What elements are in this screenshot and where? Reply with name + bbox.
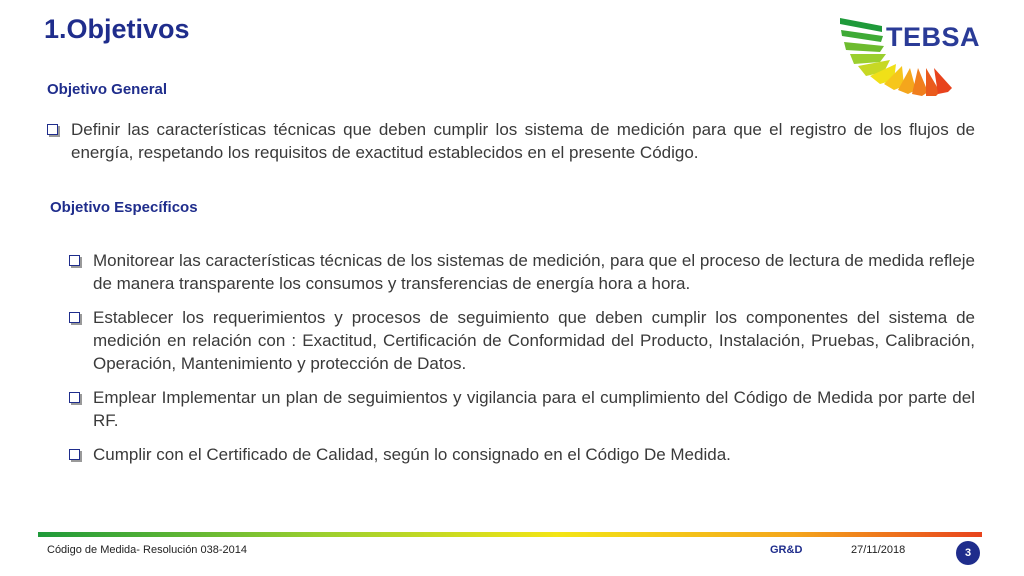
specific-item [69, 443, 975, 466]
specific-item-text: Establecer los requerimientos y procesos de seguimiento que deben cumplir los componentes del sistema de medición en relación con : Exactitud, Certificación de Conformidad del Producto, Instalación, Pruebas, Calibración, Operación, Mantenimiento y protección de Datos. [93, 308, 975, 373]
checkbox-bullet-icon [69, 255, 80, 266]
specific-item-text: Monitorear las características técnicas de los sistemas de medición, para que el proceso de lectura de medida refleje de manera transparente los consumos y transferencias de energía hora a hora. [93, 251, 975, 293]
specific-item [69, 386, 975, 432]
specific-item-text: Emplear Implementar un plan de seguimientos y vigilancia para el cumplimiento del Código de Medida por parte del RF. [93, 388, 975, 430]
slide-title: 1.Objetivos [44, 14, 190, 44]
specific-list [69, 249, 975, 466]
footer-gradient-bar [38, 532, 982, 537]
checkbox-bullet-icon [47, 124, 58, 135]
general-list [47, 118, 975, 164]
tebsa-logo [838, 14, 988, 100]
page-number: 3 [956, 541, 980, 565]
objetivo-general-heading: Objetivo General [47, 81, 168, 98]
specific-item-text: Cumplir con el Certificado de Calidad, según lo consignado en el Código De Medida. [93, 445, 731, 464]
checkbox-bullet-icon [69, 392, 80, 403]
logo-text: TEBSA [886, 22, 981, 52]
objetivo-especificos-heading: Objetivo Específicos [50, 199, 198, 216]
specific-item [69, 306, 975, 375]
footer-left-text: Código de Medida- Resolución 038-2014 [47, 544, 247, 556]
general-item [47, 118, 975, 164]
specific-item [69, 249, 975, 295]
checkbox-bullet-icon [69, 449, 80, 460]
footer-center-text: GR&D [770, 544, 803, 556]
checkbox-bullet-icon [69, 312, 80, 323]
footer-date: 27/11/2018 [851, 544, 906, 556]
general-item-text: Definir las características técnicas que deben cumplir los sistema de medición para que el registro de los flujos de energía, respetando los requisitos de exactitud establecidos en el presente Código. [71, 120, 975, 162]
